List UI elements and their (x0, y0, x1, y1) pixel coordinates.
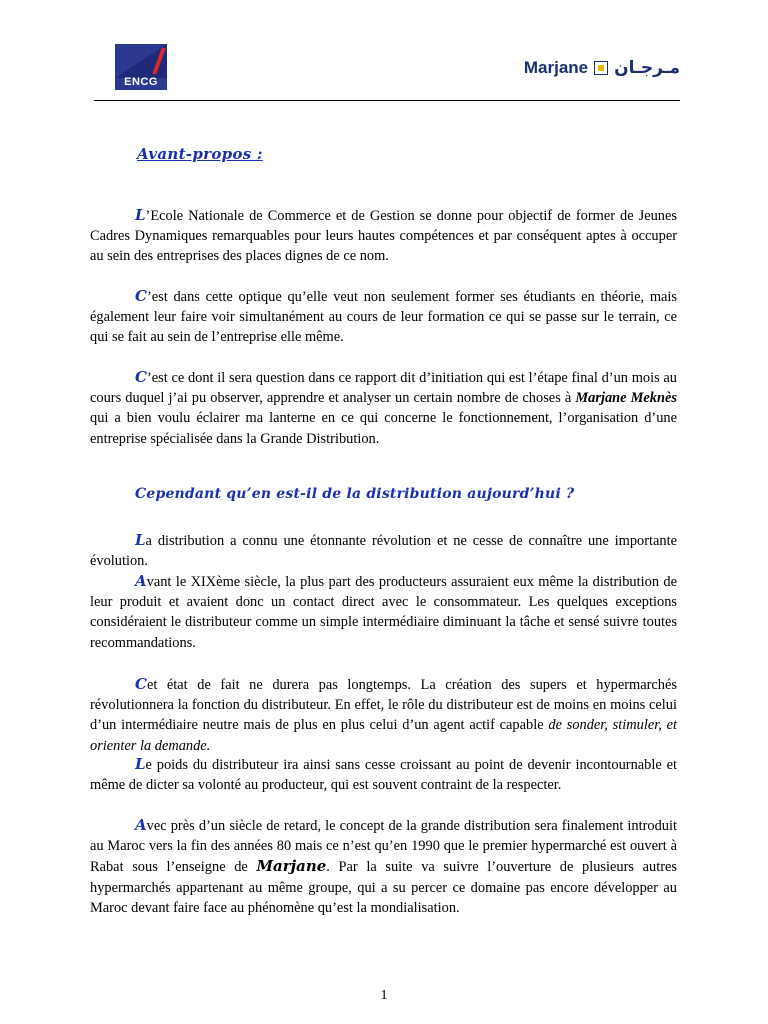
page-number: 1 (380, 988, 388, 1003)
marjane-logo-arabic: مـرجـان (614, 58, 680, 78)
drop-letter: C (135, 287, 147, 305)
drop-letter: L (135, 755, 146, 773)
drop-letter: A (135, 572, 147, 590)
italic-phrase: de sonder, stimuler, et orienter la demande. (90, 717, 677, 754)
page-title: Avant-propos : (137, 145, 263, 163)
company-name: Marjane Meknès (575, 390, 677, 407)
header-divider (94, 100, 680, 101)
paragraph-text: et état de fait ne durera pas longtemps. La création des supers et hypermarchés révolutionnera la fonction du distributeur. En effet, le rôle du distributeur est de moins en moins celui d’un intermédiaire neutre mais de plus en plus celui d’un agent actif capable (90, 677, 677, 734)
paragraph-text: vec près d’un siècle de retard, le concept de la grande distribution sera finalement introduit au Maroc vers la fin des années 80 mais ce n’est qu’en 1990 que le premier hypermarché est ouvert à Rabat sous l’enseigne de (90, 818, 677, 876)
drop-letter: C (135, 368, 147, 386)
encg-logo (115, 44, 167, 90)
paragraph-text: a distribution a connu une étonnante révolution et ne cesse de connaître une importante évolution. (90, 533, 677, 570)
drop-letter: A (135, 816, 147, 834)
paragraph-text: qui a bien voulu éclairer ma lanterne en ce qui concerne le fonctionnement, l’organisation d’une entreprise spécialisée dans la Grande Distribution. (90, 410, 677, 447)
drop-letter: L (135, 206, 146, 224)
paragraph-6 (90, 674, 677, 756)
encg-logo-text: ENCG (124, 76, 158, 88)
marjane-emblem-icon (594, 61, 608, 75)
paragraph-text: e poids du distributeur ira ainsi sans cesse croissant au point de devenir incontournable et même de dicter sa volonté au producteur, qui est souvent contraint de la respecter. (90, 757, 677, 794)
section-heading: Cependant qu’en est-il de la distribution aujourd’hui ? (135, 486, 575, 502)
paragraph-7 (90, 754, 677, 795)
paragraph-text: . Par la suite va suivre l’ouverture de plusieurs autres hypermarchés appartenant au même groupe, qui a su percer ce domaine pas encore développer au Maroc devant faire face au phénomène qu’est la mondialisation. (90, 859, 677, 916)
paragraph-1 (90, 205, 677, 267)
paragraph-4 (90, 530, 677, 571)
drop-letter: L (135, 531, 146, 549)
marjane-logo (524, 58, 680, 78)
drop-letter: C (135, 675, 147, 693)
brand-name: Marjane (256, 857, 327, 876)
paragraph-text: ’est dans cette optique qu’elle veut non seulement former ses étudiants en théorie, mais également leur faire voir simultanément au cours de leur formation ce qui se passe sur le terrain, ce qui se fait au sein de l’entreprise elle même. (90, 289, 677, 346)
paragraph-3 (90, 367, 677, 449)
paragraph-text: vant le XIXème siècle, la plus part des producteurs assuraient eux même la distribution de leur produit et avaient donc un contact direct avec le consommateur. Les quelques exceptions considéraient le distributeur comme un simple intermédiaire diminuant la tâche et sensé suivre toutes recommandations. (90, 574, 677, 651)
paragraph-text: ’est ce dont il sera question dans ce rapport dit d’initiation qui est l’étape final d’un mois au cours duquel j’ai pu observer, apprendre et analyser un certain nombre de choses à (90, 370, 677, 407)
paragraph-5 (90, 571, 677, 653)
paragraph-8 (90, 815, 677, 918)
paragraph-text: ’Ecole Nationale de Commerce et de Gestion se donne pour objectif de former de Jeunes Cadres Dynamiques remarquables pour leurs hautes compétences et par conséquent aptes à occuper au sein des entreprises des places dignes de ce nom. (90, 208, 677, 265)
marjane-logo-latin: Marjane (523, 58, 589, 77)
paragraph-2 (90, 286, 677, 348)
